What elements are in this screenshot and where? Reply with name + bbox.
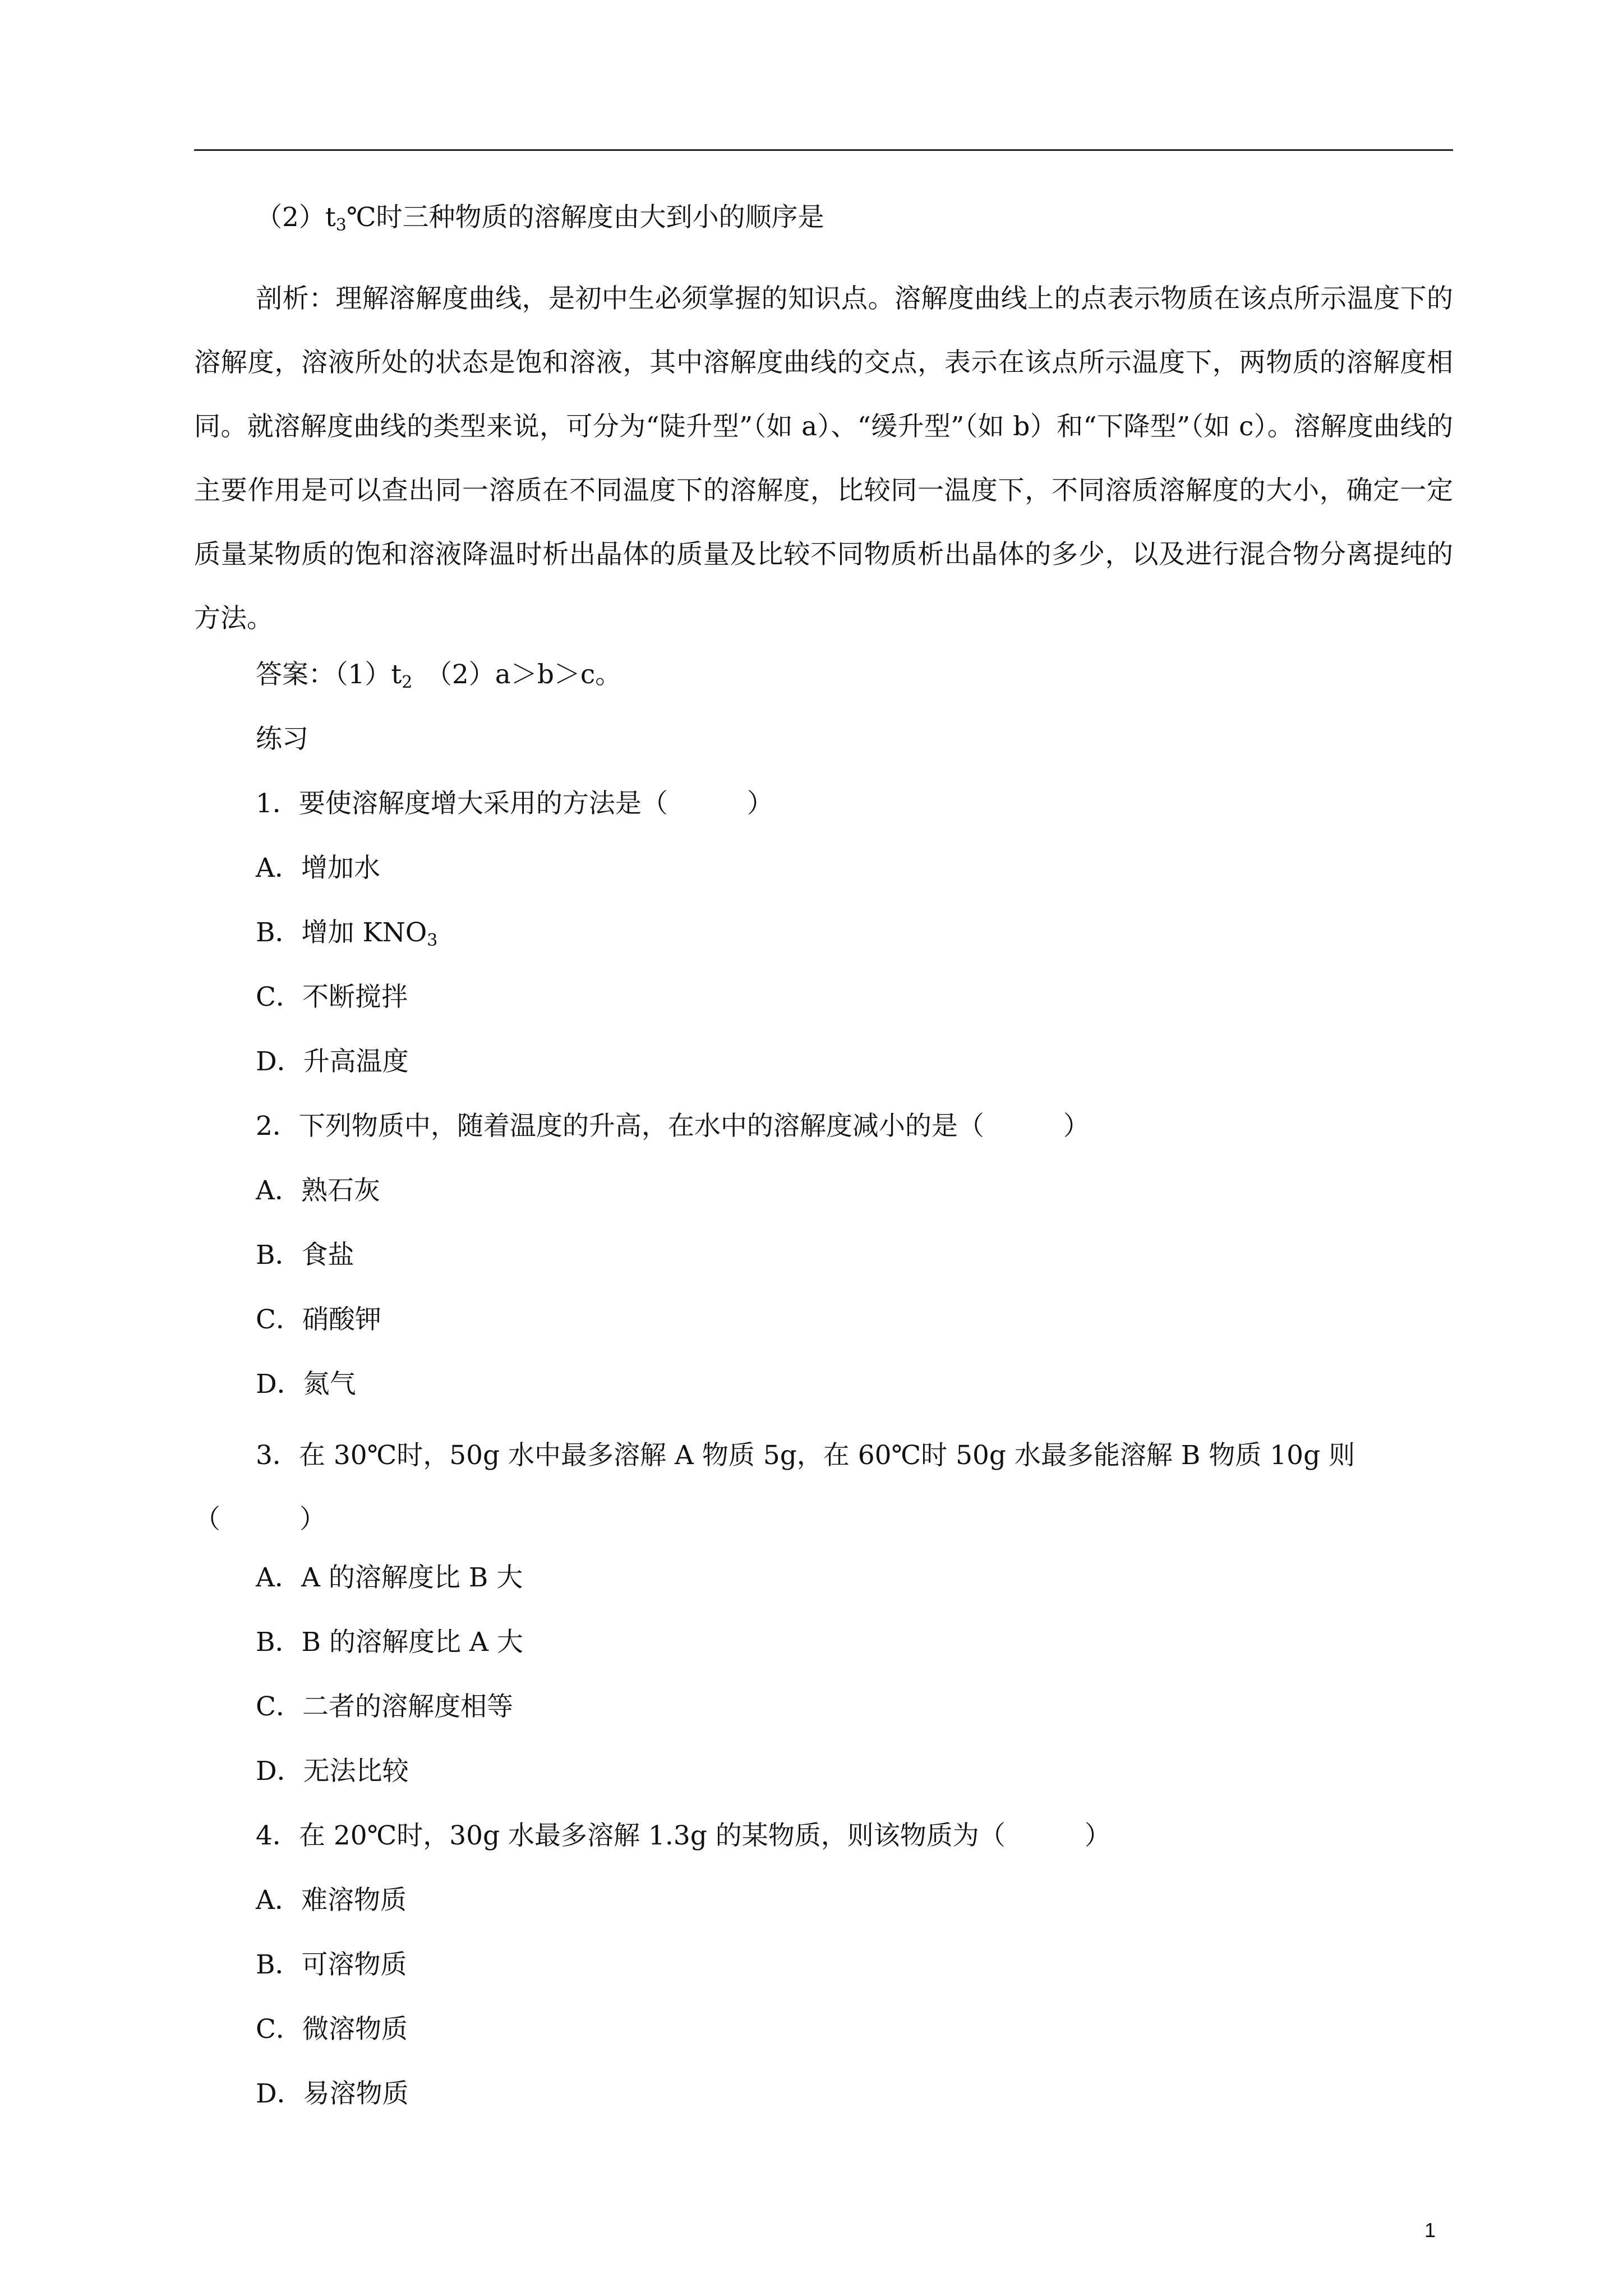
q4-option-a: A．难溶物质 — [256, 1885, 407, 1916]
q2-stem: 2．下列物质中，随着温度的升高，在水中的溶解度减小的是（ ） — [256, 1111, 1090, 1142]
q2-option-b: B．食盐 — [256, 1240, 354, 1271]
question-part-2: $(2)t_3℃$时三种物质的溶解度由大到小的顺序是 — [256, 202, 824, 235]
q1-option-c: C．不断搅拌 — [256, 982, 408, 1013]
q3-option-a: A．A 的溶解度比 B 大 — [256, 1562, 523, 1593]
answer-line: 答案：$(1)t_2$ （2）a＞b＞c。 — [256, 659, 622, 692]
practice-title: 练习 — [256, 724, 308, 754]
q1-option-a: A．增加水 — [256, 853, 380, 884]
q4-option-c: C．微溶物质 — [256, 2014, 408, 2045]
analysis-paragraph: 剖析：理解溶解度曲线，是初中生必须掌握的知识点。溶解度曲线上的点表示物质在该点所示温度下的溶解度，溶液所处的状态是饱和溶液，其中溶解度曲线的交点，表示在该点所示温度下，两物质的溶解度相同。就溶解度曲线的类型来说，可分为“陡升型”（如 a）、“缓升型”（如 b）和“下降型”（如 c）。溶解度曲线的主要作用是可以查出同一溶质在不同温度下的溶解度，比较同一温度下，不同溶质溶解度的大小，确定一定质量某物质的饱和溶液降温时析出晶体的质量及比较不同物质析出晶体的多少，以及进行混合物分离提纯的方法。 — [194, 283, 1453, 634]
q1-stem: 1．要使溶解度增大采用的方法是（ ） — [256, 788, 773, 819]
q1-option-b: B．增加 $KNO_3$ — [256, 917, 438, 950]
q2-option-d: D．氮气 — [256, 1369, 356, 1400]
header-rule — [194, 149, 1453, 151]
q3-stem: 3．在 30℃时，50g 水中最多溶解 A 物质 5g，在 60℃时 50g 水最多能溶解 B 物质 10g 则（ ） — [194, 1440, 1355, 1535]
q4-option-d: D．易溶物质 — [256, 2078, 409, 2109]
page-number: 1 — [1424, 2219, 1436, 2242]
q2-option-a: A．熟石灰 — [256, 1175, 380, 1206]
q4-option-b: B．可溶物质 — [256, 1949, 407, 1980]
q3-option-d: D．无法比较 — [256, 1756, 409, 1787]
q4-stem: 4．在 20℃时，30g 水最多溶解 1.3g 的某物质，则该物质为（ ） — [256, 1820, 1111, 1851]
q3-option-b: B．B 的溶解度比 A 大 — [256, 1627, 523, 1658]
q1-option-d: D．升高温度 — [256, 1046, 409, 1077]
q3-option-c: C．二者的溶解度相等 — [256, 1691, 513, 1722]
q2-option-c: C．硝酸钾 — [256, 1304, 381, 1335]
